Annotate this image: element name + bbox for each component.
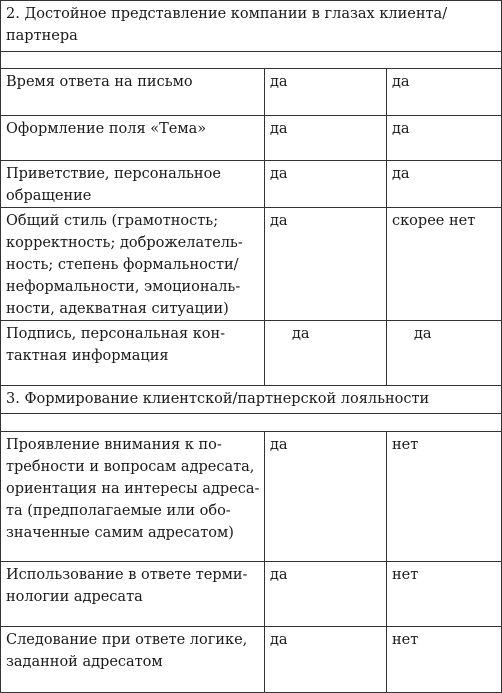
criterion-cell xyxy=(1,562,265,627)
criterion-cell xyxy=(1,116,265,161)
value-cell-1: да xyxy=(265,69,387,116)
value-cell-2: нет xyxy=(387,432,502,562)
criterion-line: ности, адекватная ситуации) xyxy=(6,301,229,317)
section-header-row xyxy=(1,1,502,52)
spacer-cell xyxy=(1,52,502,69)
spacer-row xyxy=(1,414,502,432)
value-cell-2: да xyxy=(387,321,502,386)
criterion-line: Следование при ответе логике, xyxy=(6,632,248,648)
value-cell-1: да xyxy=(265,627,387,693)
criterion-line: Оформление поля «Тема» xyxy=(6,121,207,137)
criterion-cell xyxy=(1,208,265,321)
value-cell-1: да xyxy=(265,562,387,627)
spacer-row xyxy=(1,52,502,69)
value-cell-2: да xyxy=(387,161,502,208)
criterion-line: значенные самим адресатом) xyxy=(6,525,234,541)
criterion-line: Использование в ответе терми- xyxy=(6,567,248,583)
criterion-line: нологии адресата xyxy=(6,589,143,605)
criterion-line: Общий стиль (грамотность; xyxy=(6,213,219,229)
criterion-line: Проявление внимания к по- xyxy=(6,437,222,453)
criterion-line: заданной адресатом xyxy=(6,654,163,670)
criterion-line: Время ответа на письмо xyxy=(6,74,193,90)
criterion-line: ность; степень формальности/ xyxy=(6,257,239,273)
value-cell-2: скорее нет xyxy=(387,208,502,321)
criterion-line: Подпись, персональная кон- xyxy=(6,326,226,342)
criterion-line: требности и вопросам адресата, xyxy=(6,459,255,475)
criterion-line: корректность; доброжелатель- xyxy=(6,235,243,251)
section-title-line: 3. Формирование клиентской/партнерской лояльности xyxy=(6,391,430,407)
criterion-line: неформальности, эмоциональ- xyxy=(6,279,241,295)
section-title-line: партнера xyxy=(6,28,78,44)
spacer-cell xyxy=(1,414,502,432)
criterion-cell xyxy=(1,432,265,562)
value-cell-1: да xyxy=(265,116,387,161)
criterion-line: обращение xyxy=(6,188,92,204)
section-title xyxy=(1,386,502,414)
value-cell-1: да xyxy=(265,432,387,562)
criterion-cell xyxy=(1,321,265,386)
criterion-line: Приветствие, персональное xyxy=(6,166,221,182)
value-cell-2: да xyxy=(387,116,502,161)
criterion-cell xyxy=(1,161,265,208)
table-row xyxy=(1,627,502,693)
table-row xyxy=(1,161,502,208)
section-title xyxy=(1,1,502,52)
criterion-cell xyxy=(1,627,265,693)
criterion-cell xyxy=(1,69,265,116)
table-row xyxy=(1,562,502,627)
value-cell-1: да xyxy=(265,208,387,321)
value-cell-1: да xyxy=(265,321,387,386)
section-header-row xyxy=(1,386,502,414)
value-cell-2: нет xyxy=(387,627,502,693)
table-row xyxy=(1,432,502,562)
table-row xyxy=(1,208,502,321)
value-cell-2: да xyxy=(387,69,502,116)
value-cell-1: да xyxy=(265,161,387,208)
table-row xyxy=(1,321,502,386)
criterion-line: та (предполагаемые или обо- xyxy=(6,503,231,519)
criterion-line: ориентация на интересы адреса- xyxy=(6,481,260,497)
table-row xyxy=(1,69,502,116)
value-cell-2: нет xyxy=(387,562,502,627)
section-title-line: 2. Достойное представление компании в глазах клиента/ xyxy=(6,6,448,22)
criterion-line: тактная информация xyxy=(6,348,169,364)
table-row xyxy=(1,116,502,161)
